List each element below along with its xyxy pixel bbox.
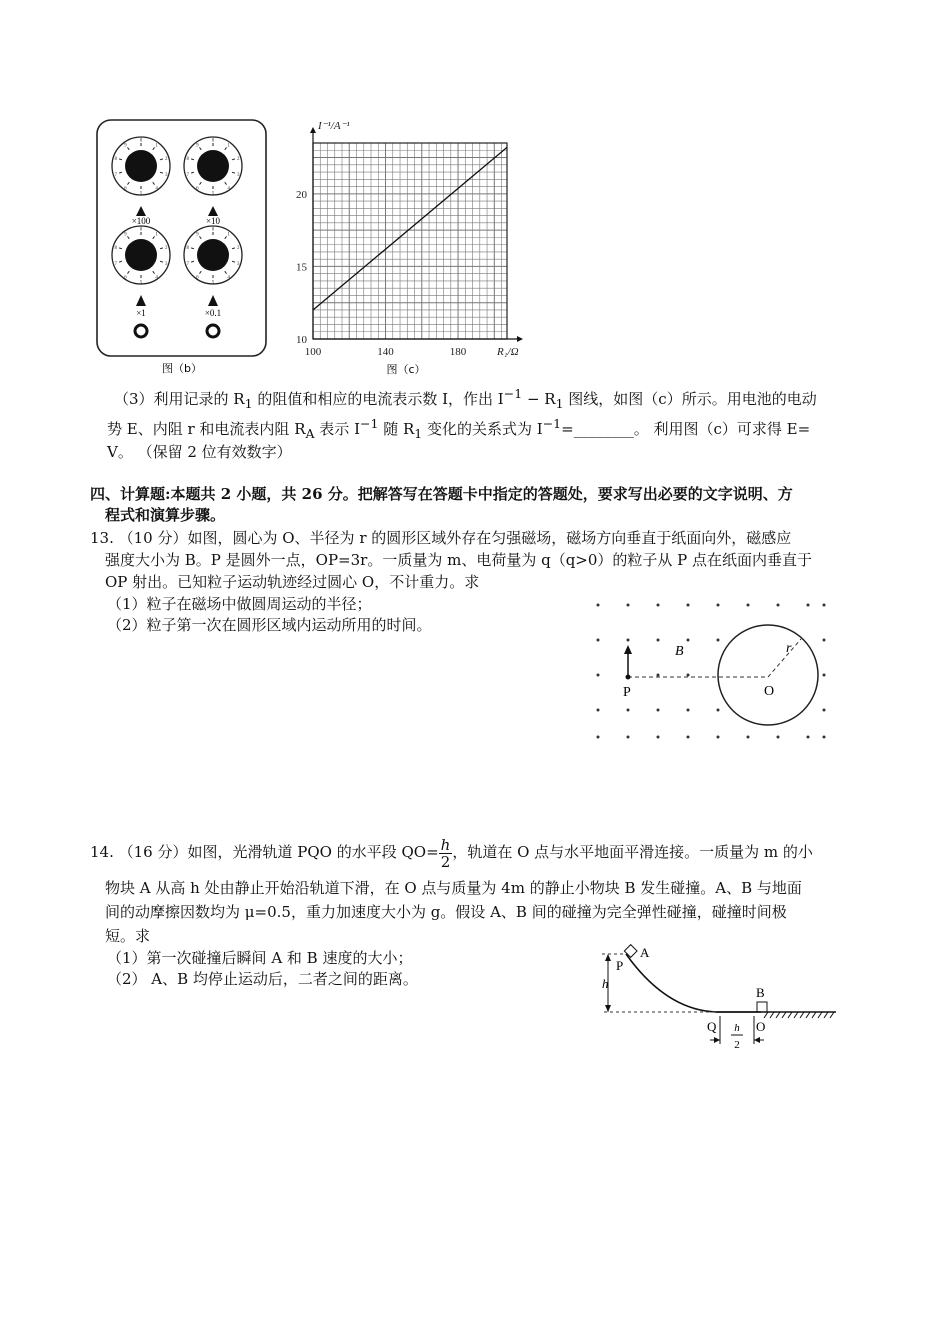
dial-digit: 8 bbox=[114, 245, 118, 251]
x-tick-label: 100 bbox=[304, 346, 322, 358]
field-dot bbox=[687, 639, 690, 642]
q12-part3-line1: （3）利用记录的 $R_1$ 的阻值和相应的电流表示数 I，作出 $I^{-1} - R_1$ 图线，如图（c）所示。用电池的电动 bbox=[114, 386, 817, 411]
dial-digit: 4 bbox=[227, 186, 230, 192]
q13-text-line1: 13. （10 分）如图，圆心为 O、半径为 r 的圆形区域外存在匀强磁场，磁场方向垂直于纸面向外，磁感应 bbox=[90, 529, 792, 547]
y-tick-label: 20 bbox=[296, 188, 307, 201]
field-dot bbox=[823, 709, 826, 712]
arrow-head-icon bbox=[754, 1037, 760, 1043]
track-diagram bbox=[596, 940, 841, 1060]
fraction-h-over-2: $\frac{h}{2}$ bbox=[440, 835, 451, 871]
dial-digit: 9 bbox=[124, 232, 127, 238]
q13-part1: （1）粒子在磁场中做圆周运动的半径； bbox=[107, 595, 372, 613]
q13-text-line2: 强度大小为 B。P 是圆外一点，OP=3r。一质量为 m、电荷量为 q（q>0）的粒子从 P 点在纸面内垂直于 bbox=[105, 551, 813, 569]
dial-digit: 3 bbox=[164, 173, 168, 179]
label-p: P bbox=[623, 685, 631, 700]
q14-part2: （2） A、B 均停止运动后，二者之间的距离。 bbox=[107, 970, 418, 988]
field-dot bbox=[597, 674, 600, 677]
resistance-box-diagram bbox=[96, 118, 268, 380]
field-dot bbox=[597, 709, 600, 712]
label-b: B bbox=[756, 985, 765, 1000]
field-dot bbox=[627, 604, 630, 607]
dial-digit: 4 bbox=[155, 186, 158, 192]
dial-digit: 5 bbox=[211, 191, 215, 197]
radius-dashed-line bbox=[768, 639, 801, 677]
dial-digit: 1 bbox=[227, 232, 230, 238]
chart-caption: 图（c） bbox=[386, 363, 426, 376]
dial-digit: 9 bbox=[124, 143, 127, 149]
dial-digit: 8 bbox=[186, 245, 190, 251]
field-dot bbox=[807, 736, 810, 739]
dial-label: ×100 bbox=[131, 216, 151, 226]
field-dot bbox=[627, 639, 630, 642]
block-b bbox=[757, 1002, 767, 1012]
hatch-mark bbox=[770, 1012, 774, 1018]
dial-digit: 4 bbox=[155, 275, 158, 281]
field-dot bbox=[657, 639, 660, 642]
dial-x0.1 bbox=[184, 226, 242, 286]
y-tick-label: 15 bbox=[296, 261, 307, 274]
ground-hatch bbox=[764, 1012, 834, 1018]
dial-digit: 6 bbox=[124, 186, 127, 192]
dial-digit: 7 bbox=[186, 173, 190, 179]
dial-digit: 3 bbox=[236, 173, 240, 179]
field-dot bbox=[657, 736, 660, 739]
q13-text-line3: OP 射出。已知粒子运动轨迹经过圆心 O，不计重力。求 bbox=[105, 573, 480, 591]
magnetic-field-diagram bbox=[590, 595, 830, 755]
dial-label: ×0.1 bbox=[204, 308, 222, 318]
field-dot bbox=[823, 604, 826, 607]
field-dot bbox=[777, 736, 780, 739]
field-dot bbox=[597, 736, 600, 739]
label-b: B bbox=[675, 644, 684, 659]
dial-digit: 0 bbox=[139, 138, 143, 144]
dial-label: ×1 bbox=[136, 308, 146, 318]
terminal-icon bbox=[207, 325, 219, 337]
arrow-head-icon bbox=[605, 1005, 611, 1012]
dial-digit: 2 bbox=[164, 156, 168, 162]
dial-digit: 8 bbox=[186, 156, 190, 162]
hatch-mark bbox=[830, 1012, 834, 1018]
field-dot bbox=[823, 674, 826, 677]
label-h: h bbox=[602, 976, 609, 991]
field-dot bbox=[687, 604, 690, 607]
field-dot bbox=[823, 736, 826, 739]
terminal-icon bbox=[135, 325, 147, 337]
field-dot bbox=[717, 639, 720, 642]
hatch-mark bbox=[782, 1012, 786, 1018]
dial-digit: 1 bbox=[155, 232, 158, 238]
label-q: Q bbox=[707, 1019, 717, 1034]
field-dot bbox=[747, 736, 750, 739]
field-dot bbox=[627, 736, 630, 739]
hatch-mark bbox=[788, 1012, 792, 1018]
q14-part1: （1）第一次碰撞后瞬间 A 和 B 速度的大小； bbox=[107, 949, 413, 967]
dial-digit: 5 bbox=[211, 280, 215, 286]
pointer-arrow-icon bbox=[208, 295, 218, 306]
q14-text-line1: 14. （16 分）如图，光滑轨道 PQO 的水平段 QO= $\frac{h}{2}$ ，轨道在 O 点与水平地面平滑连接。一质量为 m 的小 bbox=[90, 835, 813, 871]
pointer-arrow-icon bbox=[136, 206, 146, 216]
field-dot bbox=[627, 709, 630, 712]
section-4-heading-cont: 程式和演算步骤。 bbox=[105, 506, 226, 524]
q14-text-line2: 物块 A 从高 h 处由静止开始沿轨道下滑，在 O 点与质量为 4m 的静止小物块 B 发生碰撞。A、B 与地面 bbox=[105, 879, 802, 897]
dial-digit: 1 bbox=[227, 143, 230, 149]
dial-x10 bbox=[184, 137, 242, 197]
figure-c bbox=[288, 118, 538, 380]
pointer-arrow-icon bbox=[208, 206, 218, 216]
arrow-head-icon bbox=[605, 954, 611, 961]
track-curve bbox=[626, 954, 761, 1012]
field-dots bbox=[597, 604, 826, 739]
field-dot bbox=[597, 639, 600, 642]
hatch-mark bbox=[800, 1012, 804, 1018]
hatch-mark bbox=[812, 1012, 816, 1018]
field-dot bbox=[657, 674, 660, 677]
hatch-mark bbox=[806, 1012, 810, 1018]
q13-part2: （2）粒子第一次在圆形区域内运动所用的时间。 bbox=[107, 616, 432, 634]
dim-den: 2 bbox=[734, 1039, 740, 1051]
dial-digit: 5 bbox=[139, 191, 143, 197]
figure-b-caption: 图（b） bbox=[162, 362, 202, 375]
dial-digit: 7 bbox=[114, 262, 118, 268]
dial-digit: 1 bbox=[155, 143, 158, 149]
dial-digit: 0 bbox=[211, 227, 215, 233]
field-dot bbox=[777, 604, 780, 607]
dial-x1 bbox=[112, 226, 170, 286]
x-axis-arrow-icon bbox=[517, 336, 523, 342]
dim-num: h bbox=[734, 1022, 740, 1034]
field-dot bbox=[687, 674, 690, 677]
dial-digit: 3 bbox=[236, 262, 240, 268]
dial-digit: 9 bbox=[196, 232, 199, 238]
label-r: r bbox=[786, 641, 792, 656]
dial-digit: 6 bbox=[196, 275, 199, 281]
dial-digit: 4 bbox=[227, 275, 230, 281]
label-o: O bbox=[764, 684, 775, 699]
dial-digit: 2 bbox=[236, 156, 240, 162]
dial-digit: 7 bbox=[186, 262, 190, 268]
section-4-heading: 四、计算题:本题共 2 小题，共 26 分。把解答写在答题卡中指定的答题处，要求写出必要的文字说明、方 bbox=[90, 485, 793, 503]
dial-x100 bbox=[112, 137, 170, 197]
field-dot bbox=[747, 604, 750, 607]
q12-part3-line3: V。 （保留 2 位有效数字） bbox=[107, 443, 292, 461]
q13-figure bbox=[590, 595, 830, 755]
field-dot bbox=[823, 639, 826, 642]
x-tick-label: 180 bbox=[449, 346, 467, 358]
circular-region bbox=[718, 625, 818, 725]
label-p: P bbox=[616, 958, 624, 973]
dial-digit: 6 bbox=[124, 275, 127, 281]
y-axis-arrow-icon bbox=[310, 127, 316, 133]
hatch-mark bbox=[818, 1012, 822, 1018]
field-dot bbox=[717, 709, 720, 712]
dial-digit: 2 bbox=[164, 245, 168, 251]
dial-digit: 3 bbox=[164, 262, 168, 268]
dial-digit: 6 bbox=[196, 186, 199, 192]
dial-digit: 7 bbox=[114, 173, 118, 179]
dial-digit: 9 bbox=[196, 143, 199, 149]
arrow-head-icon bbox=[714, 1037, 720, 1043]
hatch-mark bbox=[794, 1012, 798, 1018]
chart-svg bbox=[288, 118, 538, 380]
q14-figure bbox=[596, 940, 841, 1060]
pointer-arrow-icon bbox=[136, 295, 146, 306]
x-tick-label: 140 bbox=[377, 346, 394, 358]
field-dot bbox=[807, 604, 810, 607]
dial-digit: 0 bbox=[211, 138, 215, 144]
field-dot bbox=[657, 604, 660, 607]
field-dot bbox=[687, 709, 690, 712]
chart-xlabel: R₁/Ω bbox=[497, 346, 519, 358]
hatch-mark bbox=[824, 1012, 828, 1018]
chart-ylabel: I⁻¹/A⁻¹ bbox=[318, 120, 350, 132]
q14-text-line4: 短。求 bbox=[105, 927, 151, 945]
dial-digit: 5 bbox=[139, 280, 143, 286]
y-tick-label: 10 bbox=[296, 334, 307, 346]
arrow-head-icon bbox=[624, 645, 632, 654]
field-dot bbox=[657, 709, 660, 712]
field-dot bbox=[597, 604, 600, 607]
label-o: O bbox=[756, 1019, 766, 1034]
dial-digit: 0 bbox=[139, 227, 143, 233]
q14-text-line3: 间的动摩擦因数均为 μ=0.5，重力加速度大小为 g。假设 A、B 间的碰撞为完全弹性碰撞，碰撞时间极 bbox=[105, 903, 787, 921]
dial-digit: 2 bbox=[236, 245, 240, 251]
hatch-mark bbox=[764, 1012, 768, 1018]
dial-digit: 8 bbox=[114, 156, 118, 162]
hatch-mark bbox=[776, 1012, 780, 1018]
label-a: A bbox=[640, 945, 650, 960]
field-dot bbox=[687, 736, 690, 739]
field-dot bbox=[717, 736, 720, 739]
figure-b bbox=[96, 118, 268, 380]
field-dot bbox=[717, 604, 720, 607]
dial-label: ×10 bbox=[205, 216, 221, 226]
q12-part3-line2: 势 E、内阻 r 和电流表内阻 $R_A$ 表示 $I^{-1}$ 随 $R_1$ 变化的关系式为 $I^{-1}=\_\_\_\_\_\_\_\_$。 利用图（c）可求得 E= bbox=[107, 416, 811, 441]
